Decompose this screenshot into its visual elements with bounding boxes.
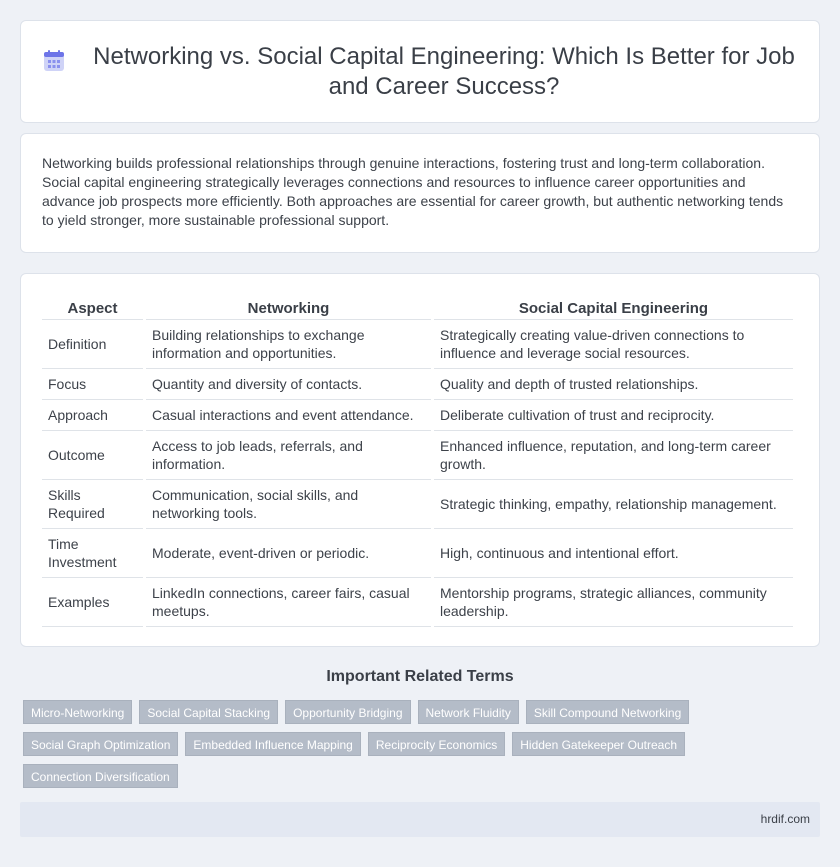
row-social-capital: Strategically creating value-driven connections to influence and leverage social resources. [434,320,793,369]
row-social-capital: Enhanced influence, reputation, and long-term career growth. [434,431,793,480]
row-networking: Moderate, event-driven or periodic. [146,529,431,578]
related-term-tag[interactable]: Micro-Networking [23,700,132,724]
row-aspect: Approach [42,400,143,431]
table-row [42,480,793,529]
header-networking: Networking [146,290,431,320]
row-networking: Quantity and diversity of contacts. [146,369,431,400]
related-term-tag[interactable]: Opportunity Bridging [285,700,410,724]
related-term-tag[interactable]: Skill Compound Networking [526,700,689,724]
related-term-tag[interactable]: Embedded Influence Mapping [185,732,360,756]
table-row [42,400,793,431]
footer [20,802,820,837]
comparison-card [20,273,820,647]
row-networking: Communication, social skills, and networking tools. [146,480,431,529]
related-term-tag[interactable]: Reciprocity Economics [368,732,505,756]
row-networking: Building relationships to exchange information and opportunities. [146,320,431,369]
row-aspect: Outcome [42,431,143,480]
row-networking: Access to job leads, referrals, and information. [146,431,431,480]
row-networking: Casual interactions and event attendance. [146,400,431,431]
calendar-icon [41,48,67,74]
header-aspect: Aspect [42,290,143,320]
table-row [42,578,793,627]
table-header-row [42,290,793,320]
table-row [42,431,793,480]
row-aspect: Examples [42,578,143,627]
header-social-capital: Social Capital Engineering [434,290,793,320]
row-social-capital: High, continuous and intentional effort. [434,529,793,578]
related-term-tag[interactable]: Social Capital Stacking [139,700,278,724]
intro-card [20,133,820,253]
row-social-capital: Quality and depth of trusted relationships. [434,369,793,400]
related-term-tag[interactable]: Social Graph Optimization [23,732,178,756]
row-social-capital: Mentorship programs, strategic alliances, community leadership. [434,578,793,627]
related-terms-title: Important Related Terms [326,668,514,685]
row-social-capital: Strategic thinking, empathy, relationship management. [434,480,793,529]
footer-site-link[interactable]: hrdif.com [760,812,810,826]
related-term-tag[interactable]: Hidden Gatekeeper Outreach [512,732,685,756]
intro-paragraph: Networking builds professional relationships through genuine interactions, fostering trust and long-term collaboration. Social capital engineering strategically leverages connections and resources to influence career opportunities and advance job prospects more efficiently. Both approaches are essential for career growth, but authentic networking tends to yield stronger, more sustainable professional support. [42,155,784,228]
row-aspect: Definition [42,320,143,369]
row-aspect: Focus [42,369,143,400]
comparison-table [39,290,796,627]
related-terms-list [23,700,803,788]
title-card [20,20,820,123]
table-row [42,369,793,400]
related-term-tag[interactable]: Network Fluidity [418,700,519,724]
table-row [42,529,793,578]
table-row [42,320,793,369]
row-social-capital: Deliberate cultivation of trust and reciprocity. [434,400,793,431]
related-term-tag[interactable]: Connection Diversification [23,764,178,788]
page-title: Networking vs. Social Capital Engineering: Which Is Better for Job and Career Success? [93,42,795,100]
row-aspect: Skills Required [42,480,143,529]
row-aspect: Time Investment [42,529,143,578]
row-networking: LinkedIn connections, career fairs, casual meetups. [146,578,431,627]
